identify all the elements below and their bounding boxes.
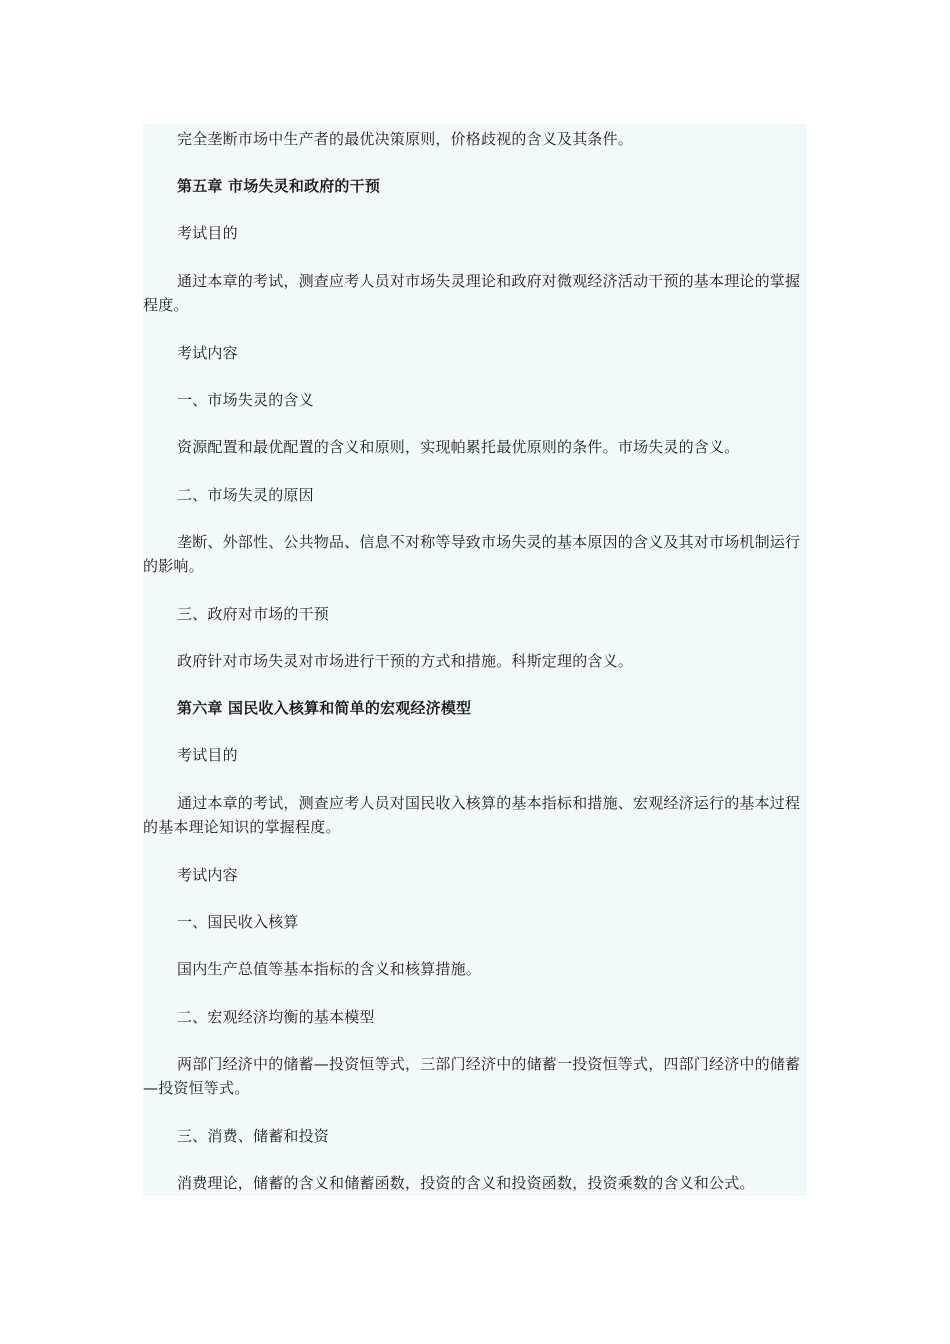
document-page xyxy=(143,124,807,1196)
section-heading: 二、市场失灵的原因 xyxy=(177,486,314,504)
exam-purpose-label: 考试目的 xyxy=(177,224,238,242)
section-heading: 三、政府对市场的干预 xyxy=(177,605,330,623)
chapter-5-heading: 第五章 市场失灵和政府的干预 xyxy=(177,177,381,195)
paragraph-chapter-6-purpose: 通过本章的考试，测查应考人员对国民收入核算的基本指标和措施、宏观经济运行的基本过程的基本理论知识的掌握程度。 xyxy=(143,794,801,836)
chapter-6-heading: 第六章 国民收入核算和简单的宏观经济模型 xyxy=(177,699,472,717)
paragraph-government-intervention: 政府针对市场失灵对市场进行干预的方式和措施。科斯定理的含义。 xyxy=(177,652,634,670)
exam-content-label: 考试内容 xyxy=(177,344,238,362)
paragraph-failure-causes: 垄断、外部性、公共物品、信息不对称等导致市场失灵的基本原因的含义及其对市场机制运行的影响。 xyxy=(143,533,801,575)
paragraph-resource-allocation: 资源配置和最优配置的含义和原则，实现帕累托最优原则的条件。市场失灵的含义。 xyxy=(177,438,740,456)
paragraph-gdp: 国内生产总值等基本指标的含义和核算措施。 xyxy=(177,960,482,978)
paragraph-consumption-theory: 消费理论，储蓄的含义和储蓄函数，投资的含义和投资函数，投资乘数的含义和公式。 xyxy=(177,1174,755,1192)
paragraph-monopoly-principle: 完全垄断市场中生产者的最优决策原则，价格歧视的含义及其条件。 xyxy=(177,130,634,148)
exam-content-label: 考试内容 xyxy=(177,866,238,884)
section-heading: 三、消费、储蓄和投资 xyxy=(177,1127,330,1145)
section-heading: 一、市场失灵的含义 xyxy=(177,391,314,409)
section-heading: 二、宏观经济均衡的基本模型 xyxy=(177,1008,375,1026)
section-heading: 一、国民收入核算 xyxy=(177,913,299,931)
exam-purpose-label: 考试目的 xyxy=(177,746,238,764)
paragraph-savings-investment-identity: 两部门经济中的储蓄—投资恒等式，三部门经济中的储蓄一投资恒等式，四部门经济中的储蓄—投资恒等式。 xyxy=(143,1055,801,1097)
paragraph-chapter-5-purpose: 通过本章的考试，测查应考人员对市场失灵理论和政府对微观经济活动干预的基本理论的掌握程度。 xyxy=(143,272,801,314)
